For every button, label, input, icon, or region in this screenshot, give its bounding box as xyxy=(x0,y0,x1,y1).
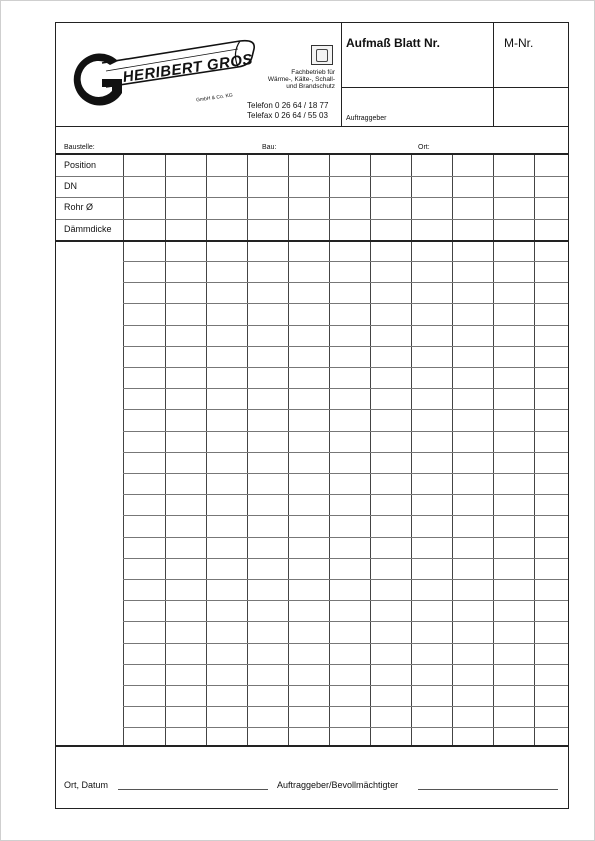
grid-header-row-line xyxy=(56,176,568,177)
grid-body-row-line xyxy=(123,621,568,622)
grid-header-row-line xyxy=(56,197,568,198)
grid-body-row-line xyxy=(123,473,568,474)
grid-column-line xyxy=(370,155,371,745)
grid-column-line xyxy=(123,155,124,745)
row-label-dn: DN xyxy=(64,181,77,191)
phone-number: Telefon 0 26 64 / 18 77 xyxy=(247,101,329,110)
m-nr-label: M-Nr. xyxy=(504,36,534,50)
grid-body-row-line xyxy=(123,409,568,410)
grid-body-row-line xyxy=(123,303,568,304)
bau-label: Bau: xyxy=(262,144,277,151)
row-label-rohr: Rohr Ø xyxy=(64,202,94,212)
grid-body-row-line xyxy=(123,558,568,559)
grid-body-row-line xyxy=(123,367,568,368)
grid-column-line xyxy=(288,155,289,745)
grid-column-line xyxy=(452,155,453,745)
grid-header-separator xyxy=(56,240,568,242)
grid-body-row-line xyxy=(123,261,568,262)
grid-column-line xyxy=(534,155,535,745)
grid-body-row-line xyxy=(123,579,568,580)
grid-column-line xyxy=(247,155,248,745)
grid-column-line xyxy=(329,155,330,745)
grid-body-row-line xyxy=(123,431,568,432)
grid-body-row-line xyxy=(123,643,568,644)
grid-body-row-line xyxy=(123,685,568,686)
grid-body-row-line xyxy=(123,325,568,326)
ort-datum-line[interactable] xyxy=(118,789,268,790)
fax-number: Telefax 0 26 64 / 55 03 xyxy=(247,111,328,120)
auftraggeber-signature-label: Auftraggeber/Bevollmächtigter xyxy=(277,780,399,790)
grid-body-row-line xyxy=(123,706,568,707)
company-header xyxy=(56,23,342,126)
grid-body-row-line xyxy=(123,282,568,283)
grid-body-row-line xyxy=(123,600,568,601)
company-contact xyxy=(247,101,328,121)
sheet-title: Aufmaß Blatt Nr. xyxy=(346,36,441,50)
row-label-daemmdicke: Dämmdicke xyxy=(64,224,112,234)
company-legal-form: GmbH & Co. KG xyxy=(195,92,234,104)
grid-body-row-line xyxy=(123,452,568,453)
grid-body-row-line xyxy=(123,664,568,665)
row-label-position: Position xyxy=(64,160,97,170)
grid-header-row-line xyxy=(56,219,568,220)
company-description: Fachbetrieb für Wärme-, Kälte-, Schall- und Brandschutz xyxy=(267,69,335,90)
signature-area xyxy=(56,747,568,809)
signature-line[interactable] xyxy=(418,789,558,790)
measurement-grid xyxy=(56,153,568,747)
grid-body-row-line xyxy=(123,388,568,389)
ort-datum-label: Ort, Datum xyxy=(64,780,109,790)
grid-column-line xyxy=(411,155,412,745)
sheet-number-box xyxy=(342,23,494,126)
site-fields-row xyxy=(56,127,568,153)
grid-body-row-line xyxy=(123,727,568,728)
grid-body-row-line xyxy=(123,537,568,538)
ort-label: Ort: xyxy=(418,144,430,151)
baustelle-label: Baustelle: xyxy=(64,144,95,151)
grid-column-line xyxy=(165,155,166,745)
certification-icon xyxy=(311,45,333,65)
m-nr-box xyxy=(494,23,569,126)
aufmass-form xyxy=(55,22,569,809)
company-name: HERIBERT GROS xyxy=(121,50,254,86)
grid-body-row-line xyxy=(123,346,568,347)
grid-column-line xyxy=(493,155,494,745)
auftraggeber-label: Auftraggeber xyxy=(346,115,387,122)
grid-column-line xyxy=(206,155,207,745)
grid-body-row-line xyxy=(123,494,568,495)
grid-body-row-line xyxy=(123,515,568,516)
